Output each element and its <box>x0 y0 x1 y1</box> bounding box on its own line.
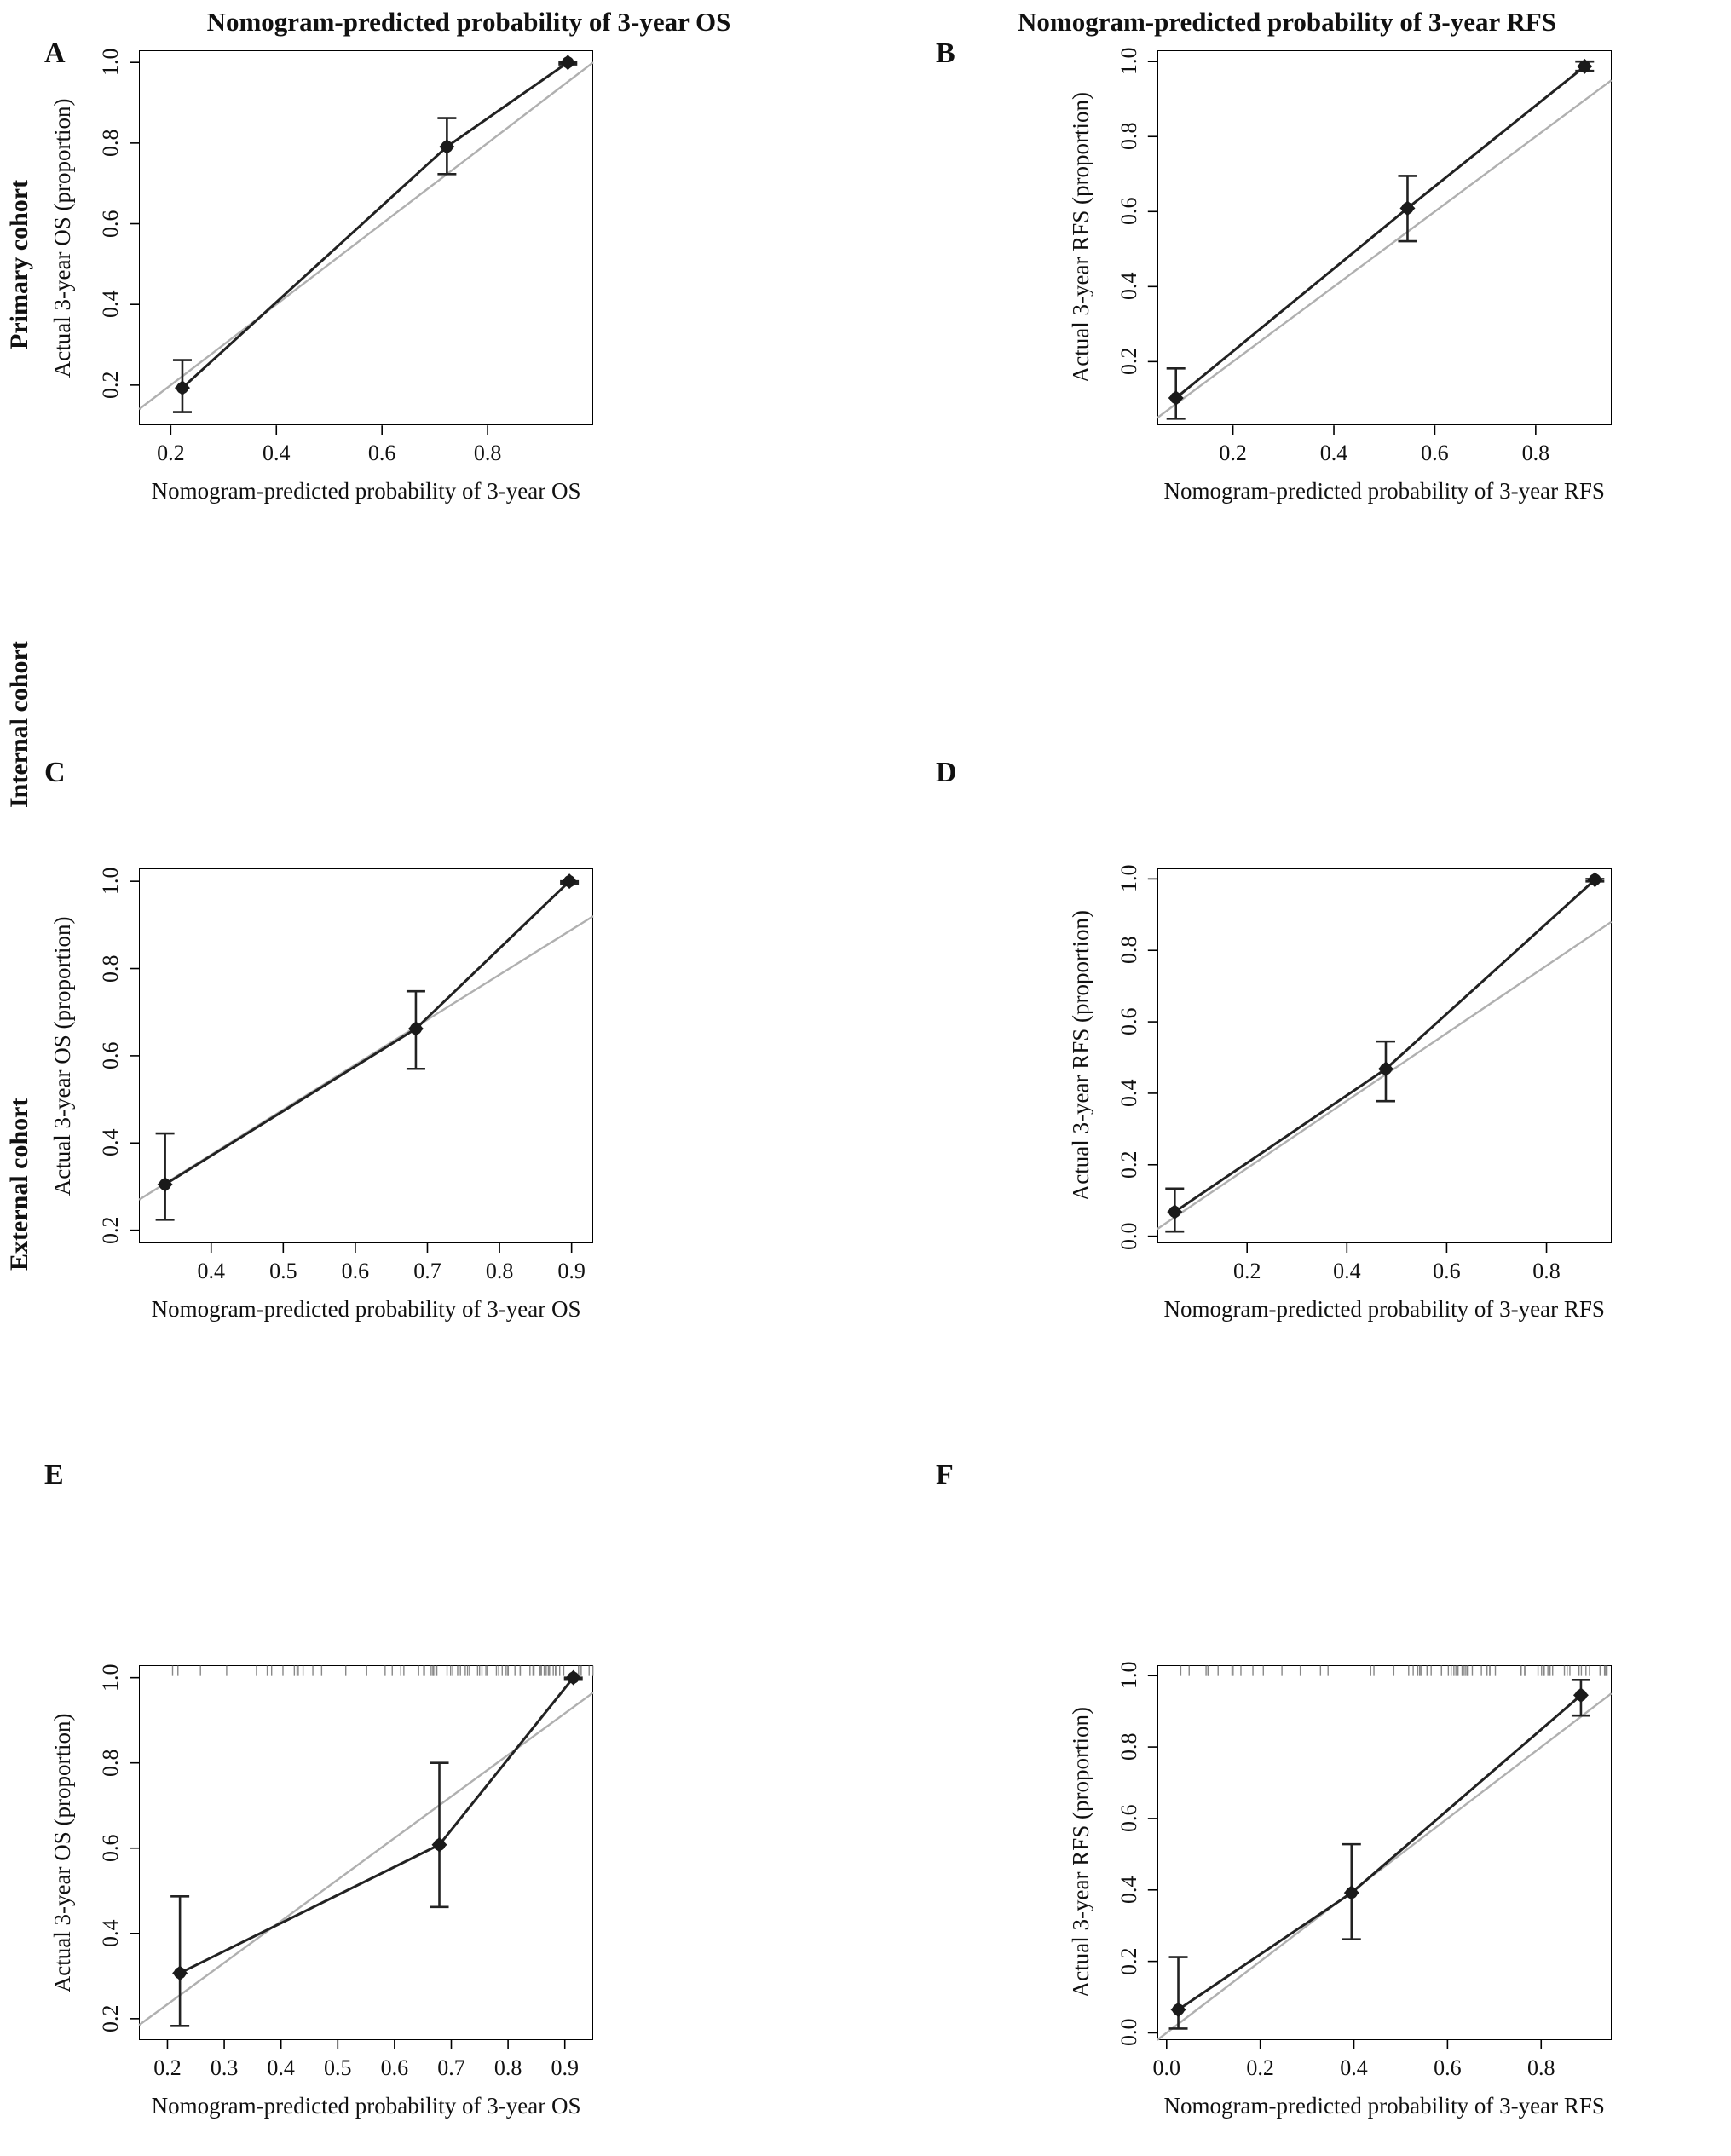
x-axis-label: Nomogram-predicted probability of 3-year OS <box>151 2092 581 2119</box>
y-tick-label: 0.2 <box>98 371 124 400</box>
x-tick-label: 0.2 <box>1246 2055 1274 2080</box>
y-tick-label: 0.4 <box>1116 273 1141 301</box>
x-tick-label: 0.6 <box>341 1259 370 1283</box>
x-tick-label: 0.8 <box>485 1259 514 1283</box>
x-tick-label: 0.7 <box>413 1259 441 1283</box>
x-tick-label: 0.8 <box>473 441 502 466</box>
column-title-rfs: Nomogram-predicted probability of 3-year RFS <box>1017 7 1556 37</box>
x-tick-label: 0.6 <box>380 2055 409 2080</box>
x-tick-label: 0.4 <box>197 1259 225 1283</box>
y-tick-label: 1.0 <box>98 1663 124 1692</box>
plot-area-f <box>1157 1665 1612 2040</box>
x-axis-label: Nomogram-predicted probability of 3-year RFS <box>1163 2092 1605 2119</box>
y-tick-label: 0.6 <box>1116 1804 1141 1833</box>
y-tick-label: 0.6 <box>1116 1007 1141 1036</box>
x-tick-label: 0.4 <box>1319 441 1348 466</box>
y-axis-label: Actual 3-year OS (proportion) <box>49 916 76 1196</box>
x-tick-label: 0.4 <box>267 2055 295 2080</box>
column-title-os: Nomogram-predicted probability of 3-year OS <box>206 7 731 37</box>
panel-letter-f: F <box>936 1459 954 1490</box>
y-tick-label: 0.8 <box>98 954 124 983</box>
x-tick-label: 0.5 <box>269 1259 297 1283</box>
y-tick-label: 0.6 <box>98 1834 124 1862</box>
x-tick-label: 0.7 <box>437 2055 465 2080</box>
y-tick-label: 0.0 <box>1116 1222 1141 1250</box>
x-tick-label: 0.8 <box>1521 441 1550 466</box>
x-tick-label: 0.5 <box>324 2055 352 2080</box>
y-tick-label: 0.8 <box>1116 1732 1141 1761</box>
y-tick-label: 0.6 <box>1116 198 1141 226</box>
x-tick-label: 0.0 <box>1152 2055 1181 2080</box>
y-tick-label: 0.2 <box>98 2004 124 2033</box>
row-label-internal: Internal cohort <box>5 641 33 808</box>
panel-letter-a: A <box>44 37 66 69</box>
x-tick-label: 0.4 <box>1333 1259 1361 1283</box>
x-tick-label: 0.2 <box>1219 441 1247 466</box>
y-tick-label: 0.4 <box>98 290 124 319</box>
y-tick-label: 1.0 <box>1116 865 1141 893</box>
panel-letter-c: C <box>44 757 66 788</box>
y-axis-label: Actual 3-year OS (proportion) <box>49 98 76 378</box>
x-tick-label: 0.9 <box>551 2055 579 2080</box>
y-tick-label: 1.0 <box>98 48 124 77</box>
panel-letter-d: D <box>936 757 957 788</box>
x-tick-label: 0.6 <box>1421 441 1449 466</box>
row-label-primary: Primary cohort <box>5 179 33 349</box>
x-axis-label: Nomogram-predicted probability of 3-year OS <box>151 1296 581 1322</box>
y-tick-label: 0.0 <box>1116 2019 1141 2047</box>
x-tick-label: 0.8 <box>493 2055 522 2080</box>
row-label-external: External cohort <box>5 1098 33 1271</box>
y-axis-label: Actual 3-year RFS (proportion) <box>1067 92 1093 383</box>
x-tick-label: 0.9 <box>557 1259 586 1283</box>
y-tick-label: 0.2 <box>1116 348 1141 376</box>
y-tick-label: 0.2 <box>1116 1947 1141 1975</box>
y-tick-label: 0.4 <box>98 1919 124 1948</box>
x-tick-label: 0.6 <box>1434 2055 1462 2080</box>
y-tick-label: 0.6 <box>98 210 124 238</box>
x-tick-label: 0.8 <box>1527 2055 1555 2080</box>
y-tick-label: 1.0 <box>1116 47 1141 76</box>
y-tick-label: 0.8 <box>1116 122 1141 151</box>
x-axis-label: Nomogram-predicted probability of 3-year OS <box>151 478 581 504</box>
y-tick-label: 0.8 <box>1116 936 1141 965</box>
x-tick-label: 0.4 <box>1340 2055 1368 2080</box>
y-tick-label: 0.6 <box>98 1041 124 1070</box>
y-tick-label: 1.0 <box>98 867 124 896</box>
x-tick-label: 0.4 <box>263 441 291 466</box>
y-axis-label: Actual 3-year RFS (proportion) <box>1067 1707 1093 1998</box>
x-axis-label: Nomogram-predicted probability of 3-year RFS <box>1163 478 1605 504</box>
y-tick-label: 0.8 <box>98 129 124 158</box>
y-tick-label: 0.4 <box>1116 1876 1141 1905</box>
x-tick-label: 0.6 <box>367 441 396 466</box>
x-tick-label: 0.8 <box>1532 1259 1561 1283</box>
y-tick-label: 0.4 <box>1116 1079 1141 1108</box>
y-tick-label: 0.8 <box>98 1749 124 1777</box>
x-tick-label: 0.6 <box>1433 1259 1461 1283</box>
x-tick-label: 0.3 <box>210 2055 239 2080</box>
x-tick-label: 0.2 <box>1232 1259 1261 1283</box>
x-axis-label: Nomogram-predicted probability of 3-year RFS <box>1163 1296 1605 1322</box>
y-tick-label: 0.2 <box>98 1216 124 1244</box>
x-tick-label: 0.2 <box>157 441 185 466</box>
panel-letter-b: B <box>936 37 955 69</box>
y-tick-label: 1.0 <box>1116 1661 1141 1690</box>
y-axis-label: Actual 3-year RFS (proportion) <box>1067 910 1093 1202</box>
y-tick-label: 0.4 <box>98 1129 124 1157</box>
y-axis-label: Actual 3-year OS (proportion) <box>49 1712 76 1992</box>
y-tick-label: 0.2 <box>1116 1150 1141 1179</box>
panel-letter-e: E <box>44 1459 64 1490</box>
x-tick-label: 0.2 <box>153 2055 182 2080</box>
